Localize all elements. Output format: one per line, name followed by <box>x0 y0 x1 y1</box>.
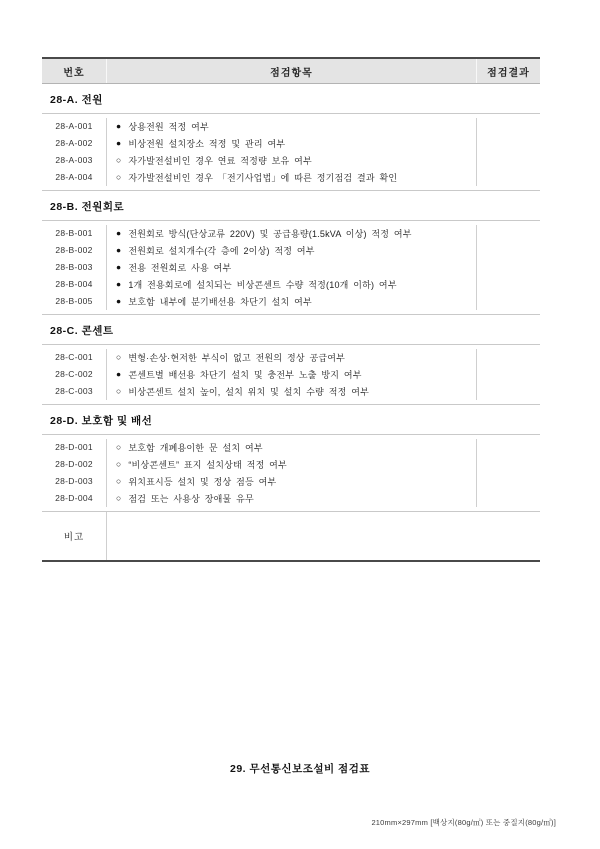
checklist-item-text: 자가발전설비인 경우 연료 적정량 보유 여부 <box>128 156 312 166</box>
filled-circle-icon: ● <box>116 121 122 132</box>
checklist-item <box>116 276 476 293</box>
checklist-item-text: “비상콘센트” 표지 설치상태 적정 여부 <box>128 460 287 470</box>
filled-circle-icon: ● <box>116 138 122 149</box>
sections-container <box>42 84 540 512</box>
checklist-item <box>116 225 476 242</box>
checklist-item <box>116 383 476 400</box>
item-code: 28-C-003 <box>55 386 93 396</box>
checklist-item <box>116 169 476 186</box>
checklist-item <box>116 259 476 276</box>
item-code: 28-B-002 <box>55 245 93 255</box>
column-header-check-item: 점검항목 <box>107 59 477 83</box>
section-item-block <box>42 220 540 315</box>
filled-circle-icon: ● <box>116 279 122 290</box>
item-text-column <box>107 225 477 310</box>
checklist-item <box>116 439 476 456</box>
checklist-item-text: 콘센트별 배선용 차단기 설치 및 충전부 노출 방지 여부 <box>128 370 362 380</box>
section-title: 28-B. 전원회로 <box>50 201 125 213</box>
result-cell <box>477 439 540 507</box>
checklist-item <box>116 366 476 383</box>
checklist-item-text: 보호함 내부에 분기배선용 차단기 설치 여부 <box>128 297 312 307</box>
checklist-item <box>116 293 476 310</box>
open-circle-icon: ○ <box>116 442 122 453</box>
checklist-item-text: 전용 전원회로 사용 여부 <box>128 263 232 273</box>
item-code-column <box>42 349 107 400</box>
item-code: 28-B-005 <box>55 296 93 306</box>
item-code: 28-A-003 <box>55 155 93 165</box>
result-cell <box>477 349 540 400</box>
section-title: 28-D. 보호함 및 배선 <box>50 415 153 427</box>
result-cell <box>477 225 540 310</box>
open-circle-icon: ○ <box>116 352 122 363</box>
item-text-column <box>107 349 477 400</box>
remarks-row <box>42 512 540 562</box>
item-code: 28-A-004 <box>55 172 93 182</box>
item-code-column <box>42 118 107 186</box>
checklist-item-text: 위치표시등 설치 및 정상 점등 여부 <box>128 477 277 487</box>
next-section-title: 29. 무선통신보조설비 점검표 <box>229 763 370 775</box>
open-circle-icon: ○ <box>116 476 122 487</box>
item-code: 28-B-001 <box>55 228 93 238</box>
open-circle-icon: ○ <box>116 459 122 470</box>
item-code: 28-B-004 <box>55 279 93 289</box>
inspection-checklist-table <box>42 57 540 562</box>
result-cell <box>477 118 540 186</box>
item-code: 28-C-001 <box>55 352 93 362</box>
item-code-column <box>42 439 107 507</box>
checklist-item-text: 1개 전용회로에 설치되는 비상콘센트 수량 적정(10개 이하) 여부 <box>128 280 397 290</box>
checklist-item-text: 보호함 개폐용이한 문 설치 여부 <box>128 443 263 453</box>
filled-circle-icon: ● <box>116 369 122 380</box>
checklist-item-text: 전원회로 설치개수(각 층에 2이상) 적정 여부 <box>128 246 315 256</box>
item-code: 28-D-002 <box>55 459 93 469</box>
checklist-item <box>116 490 476 507</box>
checklist-item <box>116 118 476 135</box>
checklist-item <box>116 152 476 169</box>
filled-circle-icon: ● <box>116 245 122 256</box>
section-title: 28-C. 콘센트 <box>50 325 114 337</box>
item-code: 28-C-002 <box>55 369 93 379</box>
column-header-number: 번호 <box>42 59 107 83</box>
checklist-item-text: 비상콘센트 설치 높이, 설치 위치 및 설치 수량 적정 여부 <box>128 387 370 397</box>
item-text-column <box>107 439 477 507</box>
open-circle-icon: ○ <box>116 172 122 183</box>
item-code: 28-A-001 <box>55 121 93 131</box>
remarks-content-cell <box>107 512 540 560</box>
section-item-block <box>42 113 540 191</box>
checklist-item <box>116 349 476 366</box>
checklist-item-text: 점검 또는 사용상 장애물 유무 <box>128 494 254 504</box>
checklist-item <box>116 135 476 152</box>
checklist-item <box>116 242 476 259</box>
checklist-item-text: 비상전원 설치장소 적정 및 관리 여부 <box>128 139 286 149</box>
checklist-item-text: 변형·손상·현저한 부식이 없고 전원의 정상 공급여부 <box>128 353 346 363</box>
item-code: 28-D-001 <box>55 442 93 452</box>
section-item-block <box>42 344 540 405</box>
filled-circle-icon: ● <box>116 228 122 239</box>
section-item-block <box>42 434 540 512</box>
checklist-item-text: 자가발전설비인 경우 「전기사업법」에 따른 정기점검 결과 확인 <box>128 173 398 183</box>
item-text-column <box>107 118 477 186</box>
open-circle-icon: ○ <box>116 493 122 504</box>
checklist-item <box>116 473 476 490</box>
filled-circle-icon: ● <box>116 262 122 273</box>
checklist-item <box>116 456 476 473</box>
item-code: 28-A-002 <box>55 138 93 148</box>
item-code-column <box>42 225 107 310</box>
item-code: 28-B-003 <box>55 262 93 272</box>
section-title: 28-A. 전원 <box>50 94 103 106</box>
open-circle-icon: ○ <box>116 155 122 166</box>
item-code: 28-D-003 <box>55 476 93 486</box>
paper-spec-note: 210mm×297mm [백상지(80g/㎡) 또는 중질지(80g/㎡)] <box>371 818 556 827</box>
item-code: 28-D-004 <box>55 493 93 503</box>
checklist-item-text: 상용전원 적정 여부 <box>128 122 209 132</box>
column-header-check-result: 점검결과 <box>487 67 530 79</box>
checklist-item-text: 전원회로 방식(단상교류 220V) 및 공급용량(1.5kVA 이상) 적정 여부 <box>128 229 412 239</box>
filled-circle-icon: ● <box>116 296 122 307</box>
remarks-label: 비고 <box>42 512 107 560</box>
open-circle-icon: ○ <box>116 386 122 397</box>
table-header-row <box>42 57 540 84</box>
